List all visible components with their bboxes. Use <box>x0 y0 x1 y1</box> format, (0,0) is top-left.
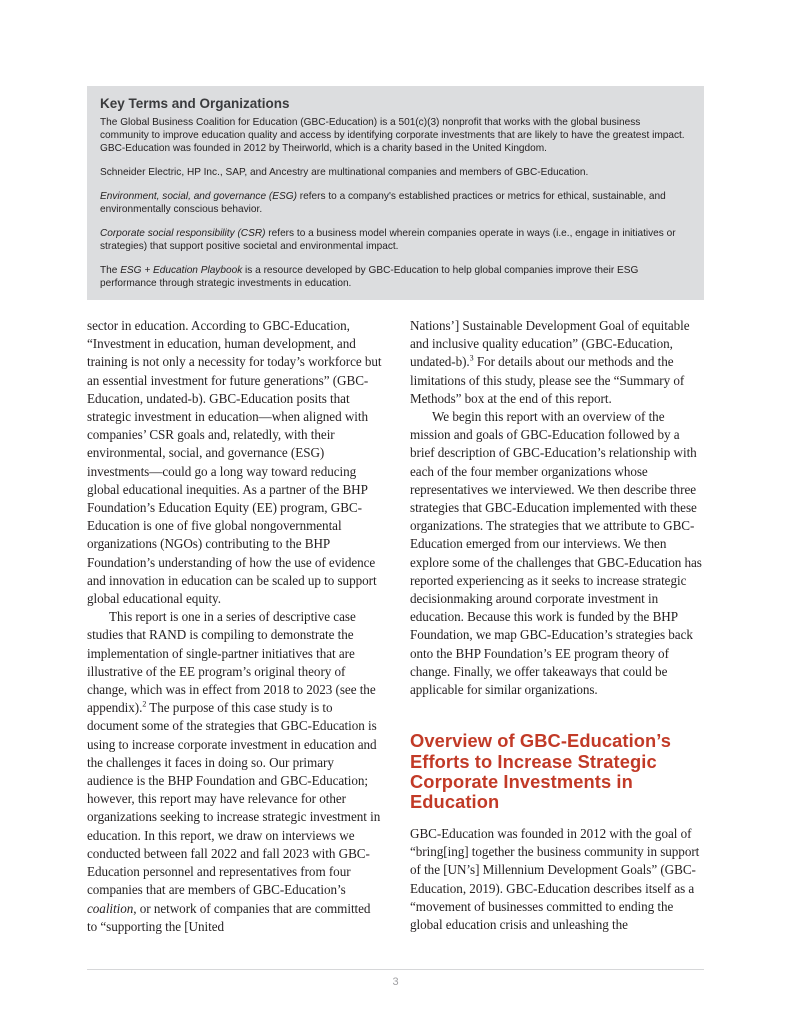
key-terms-box <box>87 86 704 300</box>
playbook-term: ESG + Education Playbook <box>120 264 243 276</box>
right-paragraph-2: We begin this report with an overview of the mission and goals of GBC-Education followed by a brief description of GBC-Education’s relationship with each of the four member organizations whose representatives we interviewed. We then describe three strategies that GBC-Education implemented with these organizations. The strategies that we attribute to GBC-Education emerged from our interviews. We then explore some of the challenges that GBC-Education has reported experiencing as it seeks to increase strategic decisionmaking around corporate investment in education. Because this work is funded by the BHP Foundation, we map GBC-Education’s strategies back onto the BHP Foundation’s EE program theory of change. Finally, we offer takeaways that could be applicable for similar organizations. <box>410 409 702 698</box>
left-paragraph-2-part-a: This report is one in a series of descriptive case studies that RAND is compiling to demonstrate the implementation of single-partner initiatives that are illustrative of the EE program’s original theory of change, which was in effect from 2018 to 2023 (see the appendix). <box>87 609 376 716</box>
right-paragraph-1-part-b: For details about our methods and the limitations of this study, please see the “Summary of Methods” box at the end of this report. <box>410 354 685 406</box>
footer-divider <box>87 969 704 970</box>
coalition-term: coalition <box>87 900 134 916</box>
esg-definition-text: refers to a company's established practices or metrics for ethical, sustainable, and environmentally conscious behavior. <box>100 190 666 216</box>
left-paragraph-1: sector in education. According to GBC-Education, “Investment in education, human development, and training is not only a necessity for today’s workforce but an essential investment for future generations” (GBC-Education, undated-b). GBC-Education posits that strategic investment in education—when aligned with companies’ CSR goals and, relatedly, with their environmental, social, and governance (ESG) investments—could go a long way toward reducing global educational inequities. As a partner of the BHP Foundation’s Education Equity (EE) program, GBC-Education is one of five global nongovernmental organizations (NGOs) contributing to the BHP Foundation’s understanding of how the use of evidence and innovation in education can be scaled up to support global educational equity. <box>87 318 382 607</box>
key-terms-esg-definition <box>100 190 690 216</box>
left-paragraph-2 <box>87 608 383 936</box>
key-terms-member-companies: Schneider Electric, HP Inc., SAP, and Ancestry are multinational companies and members of GBC-Education. <box>100 167 589 179</box>
footnote-ref-3: 3 <box>469 354 474 364</box>
playbook-prefix: The <box>100 264 121 276</box>
section-heading: Overview of GBC-Education’s Efforts to Increase Strategic Corporate Investments in Education <box>410 730 672 813</box>
page-number: 3 <box>392 976 399 988</box>
footnote-ref-2: 2 <box>142 699 147 709</box>
left-paragraph-2-part-b: The purpose of this case study is to document some of the strategies that GBC-Education is using to increase corporate investment in education and the challenges it faces in doing so. Our primary audience is the BHP Foundation and GBC-Education; however, this report may have relevance for other organizations seeking to increase strategic investment in education. In this report, we draw on interviews we conducted between fall 2022 and fall 2023 with GBC-Education personnel and representatives from four companies that are members of GBC-Education’s <box>87 700 381 898</box>
right-paragraph-1-part-a: Nations’] Sustainable Development Goal of equitable and inclusive quality education” (GBC-Education, undated-b). <box>410 318 690 370</box>
key-terms-title: Key Terms and Organizations <box>100 96 290 111</box>
right-paragraph-3: GBC-Education was founded in 2012 with the goal of “bring[ing] together the business community in support of the [UN’s] Millennium Development Goals” (GBC-Education, 2019). GBC-Education describes itself as a “movement of businesses committed to ending the global education crisis and unleashing the <box>410 825 700 932</box>
right-column <box>410 317 704 934</box>
playbook-definition-text: is a resource developed by GBC-Education to help global companies improve their ESG performance through strategic investments in education. <box>100 264 639 289</box>
csr-definition-text: refers to a business model wherein companies operate in ways (i.e., engage in initiatives or strategies) that support positive societal and environmental impact. <box>100 227 676 252</box>
right-paragraph-1 <box>410 317 704 408</box>
left-paragraph-2-part-c: , or network of companies that are committed to “supporting the [United <box>87 900 371 934</box>
left-column <box>87 317 383 936</box>
csr-term: Corporate social responsibility (CSR) <box>100 227 266 239</box>
esg-term: Environment, social, and governance (ESG) <box>100 190 297 202</box>
key-terms-gbc-definition: The Global Business Coalition for Education (GBC-Education) is a 501(c)(3) nonprofit that works with the global business community to improve education quality and access by identifying corporate investments that are likely to have the greatest impact. GBC-Education was founded in 2012 by Theirworld, which is a charity based in the United Kingdom. <box>100 117 685 155</box>
key-terms-csr-definition <box>100 227 690 253</box>
key-terms-playbook-definition <box>100 264 690 290</box>
